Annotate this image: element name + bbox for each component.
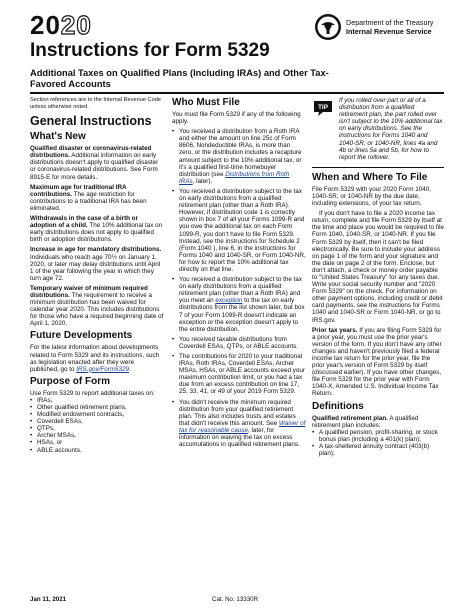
paragraph-body: The requirement to receive a minimum distribution has been waived for calendar year 2020. This includes distributions for those who have a required beginning date of April 1, 2020. xyxy=(30,291,164,328)
list-item: • Other qualified retirement plans, xyxy=(30,404,164,411)
definitions-heading: Definitions xyxy=(312,400,364,412)
paragraph-ira-age xyxy=(30,184,164,212)
paragraph-body: Additional information on early distributions doesn't apply to qualified disaster or coronavirus-related distributions. See Form 8915-E for more details. xyxy=(30,152,159,181)
paragraph-body: A qualified retirement plan includes: xyxy=(312,414,419,429)
page-subtitle: Additional Taxes on Qualified Plans (Including IRAs) and Other Tax-Favored Accounts xyxy=(30,68,329,89)
bullet-minimum xyxy=(172,399,306,449)
irs-form-link[interactable]: IRS.gov/Form5329 xyxy=(76,365,130,373)
paragraph-lead: Maximum age for traditional IRA contributions. xyxy=(30,183,127,198)
title-rule xyxy=(30,92,444,94)
year-prefix: 20 xyxy=(30,10,61,40)
paragraph-body: If you are filing Form 5329 for a prior year, you must use the prior year's version of the form. If you don't have any other changes and haven't previously filed a federal income tax return for the prior year, file the prior year's version of Form 5329 by itself (discussed earlier). If you have other changes, file Form 5329 for the prior year with Form 1040-X, Amended U.S. Individual Income Tax Return. xyxy=(312,326,442,398)
qualified-plan-list xyxy=(312,429,444,457)
footer-catalog: Cat. No. 13330R xyxy=(212,596,259,603)
irs-eagle-logo-icon xyxy=(314,13,342,41)
bullet-end: , later, for information on waiving the tax on excess accumulations in qualified retirement plans. xyxy=(179,426,300,449)
waiver-link[interactable]: Waiver of tax for reasonable cause xyxy=(179,419,306,434)
roth-distributions-link[interactable]: Distributions from Roth IRAs xyxy=(179,170,290,185)
department-name: Department of the Treasury xyxy=(346,18,434,27)
bullet-exception xyxy=(172,276,306,333)
when-paragraph-2: If you don't have to file a 2020 income tax return, complete and file Form 5329 by itself at the time and place you would be required to file Form 1040, 1040-SR, or 1040-NR. If you file Form 5329 by itself, then it can't be filed electronically. Be sure to include your address on page 1 of the form and your signature and the date on page 2 of the form. Enclose, but don't attach, a check or money order payable to "United States Treasury" for any taxes due. Write your social security number and "2020 Form 5329" on the check. For information on other payment options, including credit or debit card payments, see the instructions for Forms 1040 and 1040-SR or Form 1040-NR, or go to IRS.gov. xyxy=(312,210,444,324)
paragraph-lead: Qualified disaster or coronavirus-related distributions. xyxy=(30,145,152,160)
bullet-body: You received a distribution from a Roth IRA and either the amount on line 25c of Form 8606, Nondeductible IRAs, is more than zero, or the distribution includes a recapture amount subject to the 10% additional tax, or it's a qualified first-time homebuyer distribution (see xyxy=(179,128,302,178)
bullet-body: You received a distribution subject to the tax on early distributions from a qualified retirement plan (other than a Roth IRA) and you meet an xyxy=(179,276,302,305)
paragraph-body: Individuals who reach age 70½ on January 1, 2020, or later may delay distributions until April 1 of the year following the year in which they turn age 72. xyxy=(30,253,161,282)
section-references-note: Section references are to the Internal Revenue Code unless otherwise noted. xyxy=(30,97,161,110)
paragraph-body: For the latest information about developments related to Form 5329 and its instructions, such as legislation enacted after they were published, go to xyxy=(30,344,160,373)
qualified-plan-paragraph xyxy=(312,415,444,429)
paragraph-lead: Prior tax years. xyxy=(312,326,358,334)
bullet-early-distribution: • You received a distribution subject to the tax on early distributions from a qualified retirement plan (other than a Roth IRA). However, if distribution code 1 is correctly shown in box 7 of all your Forms 1099-R and you owe the additional tax on each Form 1099-R, you don't have to file Form 5329. Instead, see the instructions for Schedule 2 (Form 1040 ), line 6, in the instructions for Forms 1040 and 1040-SR, or Form 1040-NR, for how to report the 10% additional tax directly on that line. xyxy=(172,188,306,273)
page-title: Instructions for Form 5329 xyxy=(30,40,270,61)
column-middle xyxy=(172,97,306,451)
list-item: • Coverdell ESAs, xyxy=(30,418,164,425)
column-left xyxy=(30,97,164,454)
paragraph-lead: Increase in age for mandatory distributions. xyxy=(30,246,162,254)
whats-new-heading: What's New xyxy=(30,131,86,143)
list-item: • QTPs, xyxy=(30,425,164,432)
general-instructions-heading: General Instructions xyxy=(30,114,152,129)
bullet-roth xyxy=(172,128,306,185)
paragraph-waiver xyxy=(30,285,164,328)
bullet-body: You didn't receive the minimum required distribution from your qualified retirement plan. This also includes trusts and estates that didn't receive this amount. See xyxy=(179,398,296,427)
agency-name: Internal Revenue Service xyxy=(346,27,432,36)
list-item: • Archer MSAs, xyxy=(30,432,164,439)
year-suffix: 20 xyxy=(60,10,92,40)
purpose-intro: Use Form 5329 to report additional taxes on: xyxy=(30,389,155,397)
paragraph-age-increase xyxy=(30,246,164,281)
paragraph-lead: Qualified retirement plan. xyxy=(312,414,388,422)
bullet-contributions: • The contributions for 2020 to your traditional IRAs, Roth IRAs, Coverdell ESAs, Archer MSAs, HSAs, or ABLE accounts exceed your maximum contribution limit, or you had a tax due from an excess contribution on line 17, 25, 33, 41, or 49 of your 2019 Form 5329. xyxy=(172,353,306,396)
tip-icon xyxy=(312,99,334,117)
paragraph-birth-adoption xyxy=(30,215,164,243)
bullet-taxable: • You received taxable distributions from Coverdell ESAs, QTPs, or ABLE accounts. xyxy=(172,336,306,350)
who-must-file-heading: Who Must File xyxy=(172,97,240,108)
tip-text: If you rolled over part or all of a distribution from a qualified retirement plan, the part rolled over isn't subject to the 10% additional tax on early distributions. See the instructions for Forms 1040 and 1040-SR, or 1040-NR, lines 4a and 4b or lines 5a and 5b, for how to report the rollover. xyxy=(339,97,443,161)
paragraph-body: The 10% additional tax on early distributions does not apply to qualified birth or adoption distributions. xyxy=(30,222,163,244)
when-paragraph-1: File Form 5329 with your 2020 Form 1040, 1040-SR, or 1040-NR by the due date, including extensions, of your tax return. xyxy=(312,185,431,208)
paragraph-lead: Temporary waiver of minimum required distributions. xyxy=(30,284,148,299)
list-item: • A tax-sheltered annuity contract (403(b) plan); xyxy=(312,443,444,457)
paragraph-end: . xyxy=(129,365,131,373)
exception-link[interactable]: exception xyxy=(215,297,243,305)
paragraph-body: The age restriction for contributions to a traditional IRA has been eliminated. xyxy=(30,190,147,212)
when-where-heading: When and Where To File xyxy=(312,171,428,183)
divider xyxy=(312,167,444,168)
list-item: • A qualified pension, profit-sharing, or stock bonus plan (including a 401(k) plan); xyxy=(312,429,444,443)
paragraph-lead: Withdrawals in the case of a birth or adoption of a child. xyxy=(30,215,139,230)
list-item: • Modified endowment contracts, xyxy=(30,411,164,418)
tip-label: TIP xyxy=(317,104,329,111)
prior-years-paragraph xyxy=(312,327,444,398)
future-developments-heading: Future Developments xyxy=(30,330,133,342)
bullet-end: to the tax on early distributions from the list shown later, but box 7 of your Form 1099-R doesn't indicate an exception or the exception doesn't apply to the entire distribution. xyxy=(179,297,305,333)
list-item: • HSAs, or xyxy=(30,439,164,446)
list-item: • IRAs, xyxy=(30,397,164,404)
agency-block xyxy=(346,18,434,36)
form-year xyxy=(30,12,92,38)
column-right xyxy=(312,97,444,457)
bullet-end: , later). xyxy=(192,177,213,185)
footer-date: Jan 11, 2021 xyxy=(30,596,67,603)
who-intro: You must file Form 5329 if any of the following apply. xyxy=(172,111,301,126)
purpose-heading: Purpose of Form xyxy=(30,375,111,387)
purpose-list xyxy=(30,397,164,454)
tip-box xyxy=(312,97,444,161)
paragraph-disaster xyxy=(30,145,164,180)
paragraph-future xyxy=(30,344,164,372)
list-item: • ABLE accounts. xyxy=(30,447,164,454)
